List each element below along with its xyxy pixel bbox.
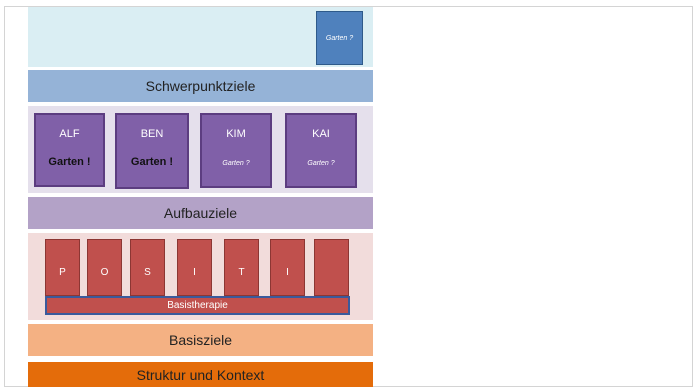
person-note: Garten ? [307, 160, 335, 167]
person-box-kai [285, 113, 357, 188]
pillar-s [130, 239, 165, 296]
person-note: Garten ! [48, 156, 91, 168]
garten-question-box [316, 11, 363, 65]
basisziele-band [28, 324, 373, 356]
pillar-letter: I [193, 266, 196, 278]
pillar-t [224, 239, 259, 296]
basistherapie-bar [45, 296, 350, 315]
pillar-i-second [270, 239, 305, 296]
schwerpunktziele-label: Schwerpunktziele [145, 78, 256, 94]
pillar-i [177, 239, 212, 296]
person-name: KAI [312, 128, 330, 140]
pillar-letter: P [59, 266, 66, 278]
schwerpunktziele-band [28, 70, 373, 102]
person-name: ALF [59, 128, 80, 140]
pillar-letter: S [144, 266, 151, 278]
person-note: Garten ! [130, 156, 174, 168]
struktur-kontext-label: Struktur und Kontext [136, 366, 265, 383]
pillar-letter: O [100, 266, 109, 278]
person-name: KIM [226, 128, 246, 140]
basisziele-label: Basisziele [168, 332, 233, 348]
pillar-letter: I [286, 266, 289, 278]
person-box-ben [115, 113, 189, 189]
aufbauziele-label: Aufbauziele [163, 205, 238, 221]
person-box-kim [200, 113, 272, 188]
person-box-alf [34, 113, 105, 187]
struktur-kontext-band [28, 362, 373, 387]
basistherapie-label: Basistherapie [167, 300, 228, 311]
pillar-letter: T [238, 266, 245, 278]
pillar-o [87, 239, 122, 296]
person-name: BEN [140, 128, 164, 140]
person-note: Garten ? [222, 160, 250, 167]
pillar-p [45, 239, 80, 296]
garten-question-label: Garten ? [325, 34, 354, 42]
pillar-blank [314, 239, 349, 296]
aufbauziele-band [28, 197, 373, 229]
